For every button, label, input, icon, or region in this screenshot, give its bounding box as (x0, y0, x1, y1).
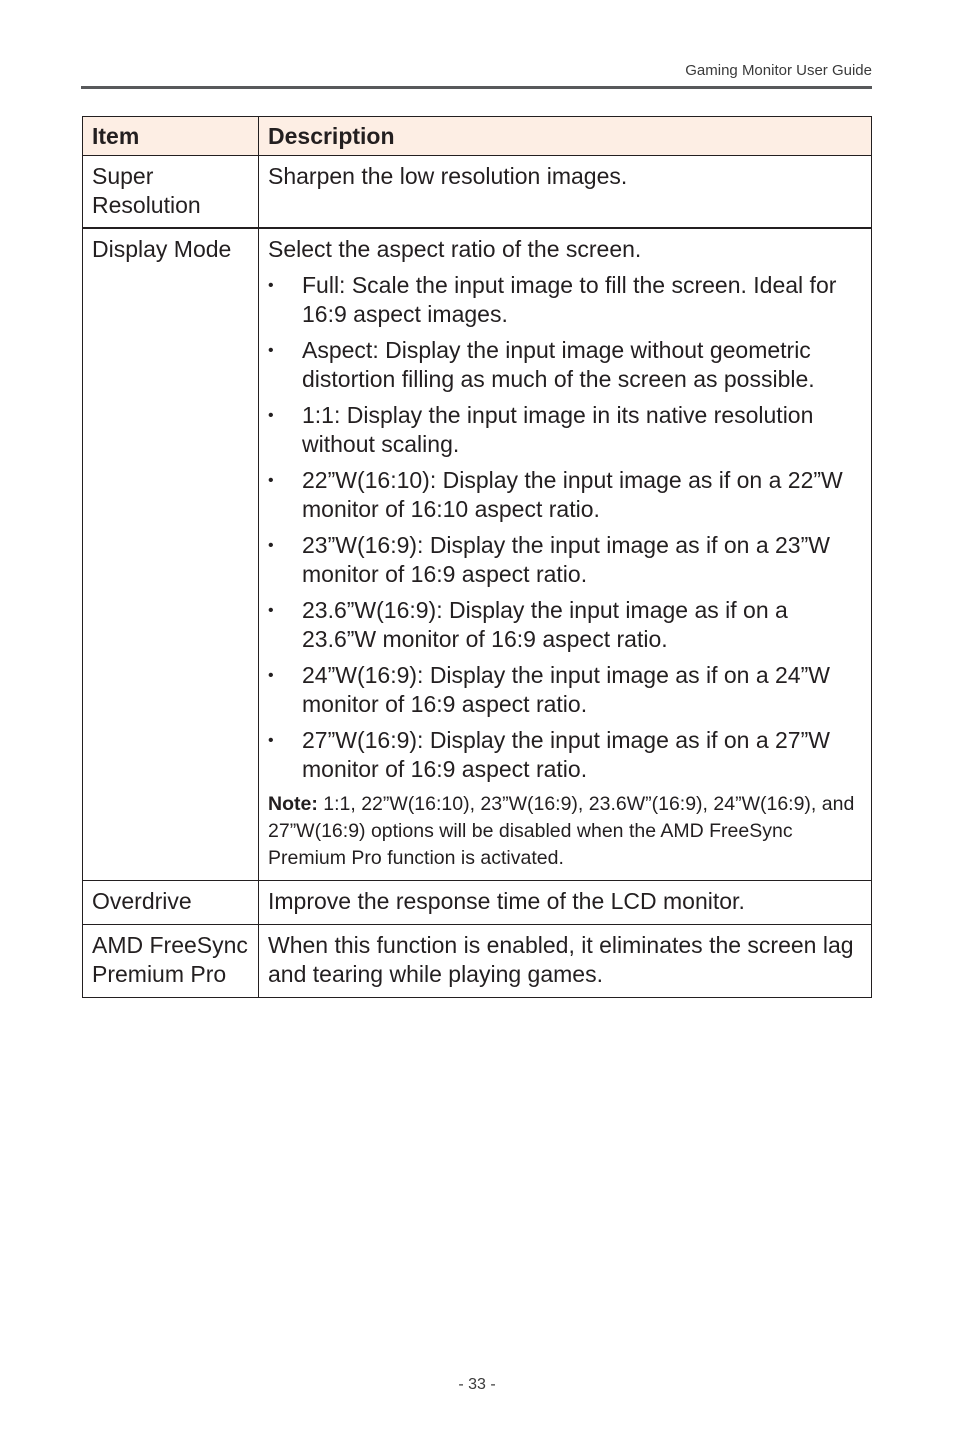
display-mode-options (268, 271, 862, 784)
list-item (268, 336, 862, 394)
list-item (268, 726, 862, 784)
description-cell: When this function is enabled, it eliminates the screen lag and tearing while playing games. (259, 925, 872, 998)
list-item (268, 401, 862, 459)
list-item-text: 27”W(16:9): Display the input image as if on a 27”W monitor of 16:9 aspect ratio. (302, 727, 830, 782)
list-item-text: 1:1: Display the input image in its native resolution without scaling. (302, 402, 814, 457)
list-item-text: 22”W(16:10): Display the input image as if on a 22”W monitor of 16:10 aspect ratio. (302, 467, 843, 522)
list-item-text: Full: Scale the input image to fill the screen. Ideal for 16:9 aspect images. (302, 272, 837, 327)
note (268, 791, 862, 872)
item-cell: Overdrive (83, 881, 259, 925)
running-header: Gaming Monitor User Guide (685, 62, 872, 79)
bullet-icon: • (268, 342, 274, 359)
list-item (268, 531, 862, 589)
list-item-text: 23”W(16:9): Display the input image as if on a 23”W monitor of 16:9 aspect ratio. (302, 532, 830, 587)
item-cell: Display Mode (83, 228, 259, 881)
description-cell: Sharpen the low resolution images. (259, 156, 872, 229)
note-text: 1:1, 22”W(16:10), 23”W(16:9), 23.6W”(16:9), 24”W(16:9), and 27”W(16:9) options will be disabled when the AMD FreeSync Premium Pro function is activated. (268, 793, 855, 869)
bullet-icon: • (268, 472, 274, 489)
note-label: Note: (268, 793, 318, 815)
table-row (83, 925, 872, 998)
bullet-icon: • (268, 407, 274, 424)
table-row (83, 881, 872, 925)
list-item-text: Aspect: Display the input image without geometric distortion filling as much of the screen as possible. (302, 337, 815, 392)
item-cell: AMD FreeSync Premium Pro (83, 925, 259, 998)
description-intro: Select the aspect ratio of the screen. (268, 236, 642, 262)
table-row (83, 228, 872, 881)
description-cell (259, 228, 872, 881)
list-item (268, 466, 862, 524)
column-header-item: Item (83, 117, 259, 156)
bullet-icon: • (268, 602, 274, 619)
header-divider (81, 86, 872, 89)
bullet-icon: • (268, 667, 274, 684)
list-item (268, 271, 862, 329)
bullet-icon: • (268, 537, 274, 554)
description-cell: Improve the response time of the LCD monitor. (259, 881, 872, 925)
list-item-text: 24”W(16:9): Display the input image as if on a 24”W monitor of 16:9 aspect ratio. (302, 662, 830, 717)
page-number: - 33 - (458, 1376, 496, 1393)
list-item (268, 661, 862, 719)
list-item (268, 596, 862, 654)
bullet-icon: • (268, 277, 274, 294)
list-item-text: 23.6”W(16:9): Display the input image as if on a 23.6”W monitor of 16:9 aspect ratio. (302, 597, 788, 652)
table-row (83, 156, 872, 229)
item-cell: Super Resolution (83, 156, 259, 229)
settings-table (82, 116, 872, 998)
bullet-icon: • (268, 732, 274, 749)
table-header-row (83, 117, 872, 156)
column-header-description: Description (259, 117, 872, 156)
